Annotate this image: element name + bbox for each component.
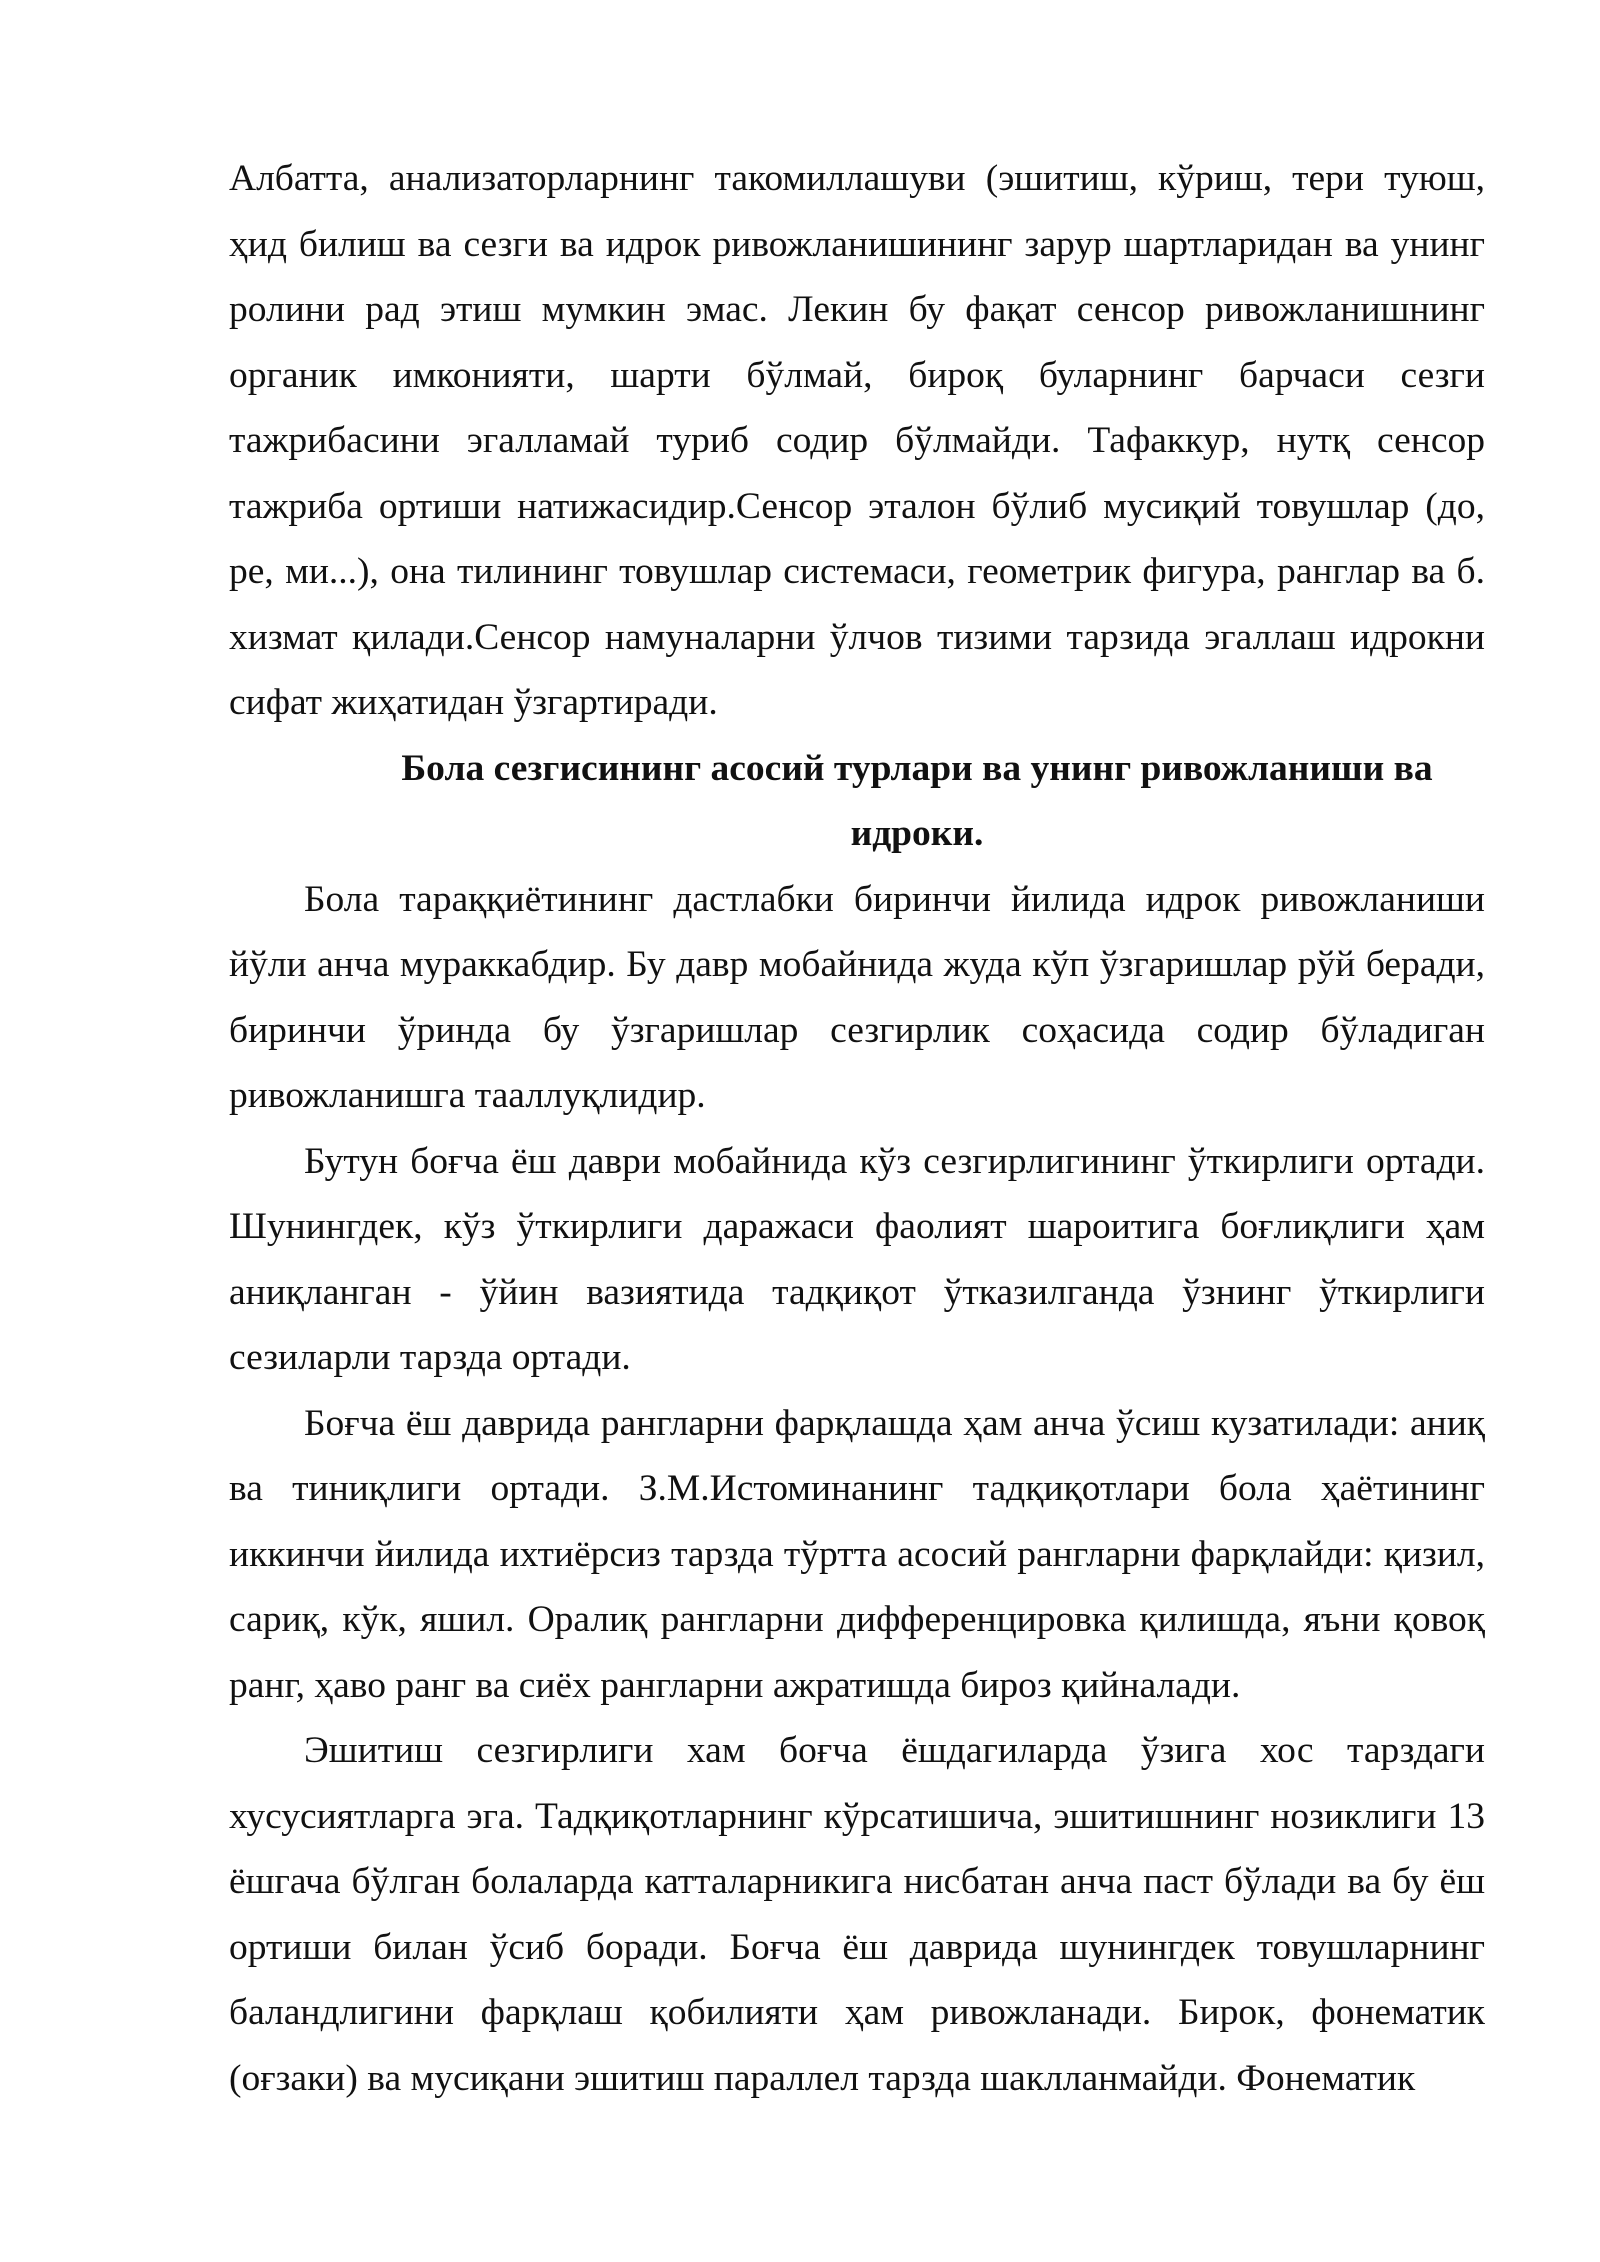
section-heading: Бола сезгисининг асосий турлари ва унинг ривожланиши ва идроки. xyxy=(401,747,1433,854)
paragraph-intro: Албатта, анализаторларнинг такомиллашуви (эшитиш, кўриш, тери туюш, ҳид билиш ва сезги ва идрок ривожланишининг зарур шартларидан ва унинг ролини рад этиш мумкин эмас. Лекин бу фақат сенсор ривожланишнинг органик имконияти, шарти бўлмай, бироқ буларнинг барчаси сезги тажрибасини эгалламай туриб содир бўлмайди. Тафаккур, нутқ сенсор тажриба ортиши натижасидир.Сенсор эталон бўлиб мусиқий товушлар (до, ре, ми...), она тилининг товушлар системаси, геометрик фигура, ранглар ва б. хизмат қилади.Сенсор намуналарни ўлчов тизими тарзида эгаллаш идрокни сифат жиҳатидан ўзгартиради. xyxy=(229,158,1485,723)
paragraph-visual-acuity: Бутун боғча ёш даври мобайнида кўз сезгирлигининг ўткирлиги ортади. Шунингдек, кўз ўткирлиги даражаси фаолият шароитига боғлиқлиги ҳам аниқланган - ўйин вазиятида тадқиқот ўтказилганда ўзнинг ўткирлиги сезиларли тарзда ортади. xyxy=(229,1140,1485,1378)
paragraph-hearing-sensitivity: Эшитиш сезгирлиги хам боғча ёшдагиларда ўзига хос тарздаги хусусиятларга эга. Тадқиқотларнинг кўрсатишича, эшитишнинг нозиклиги 13 ёшгача бўлган болаларда катталарникига нисбатан анча паст бўлади ва бу ёш ортиши билан ўсиб боради. Боғча ёш даврида шунингдек товушларнинг баландлигини фарқлаш қобилияти ҳам ривожланади. Бирок, фонематик (оғзаки) ва мусиқани эшитиш параллел тарзда шаклланмайди. Фонематик xyxy=(229,1730,1485,2099)
document-body xyxy=(229,146,1485,2111)
paragraph-color-discrimination: Боғча ёш даврида рангларни фарқлашда ҳам анча ўсиш кузатилади: аниқ ва тиниқлиги ортади. З.М.Истоминанинг тадқиқотлари бола ҳаётининг иккинчи йилида ихтиёрсиз тарзда тўртта асосий рангларни фарқлайди: қизил, сариқ, кўк, яшил. Оралиқ рангларни дифференцировка қилишда, яъни қовоқ ранг, ҳаво ранг ва сиёх рангларни ажратишда бироз қийналади. xyxy=(229,1402,1485,1706)
paragraph-perception-development: Бола тараққиётининг дастлабки биринчи йилида идрок ривожланиши йўли анча мураккабдир. Бу давр мобайнида жуда кўп ўзгаришлар рўй беради, биринчи ўринда бу ўзгаришлар сезгирлик соҳасида содир бўладиган ривожланишга тааллуқлидир. xyxy=(229,878,1485,1116)
